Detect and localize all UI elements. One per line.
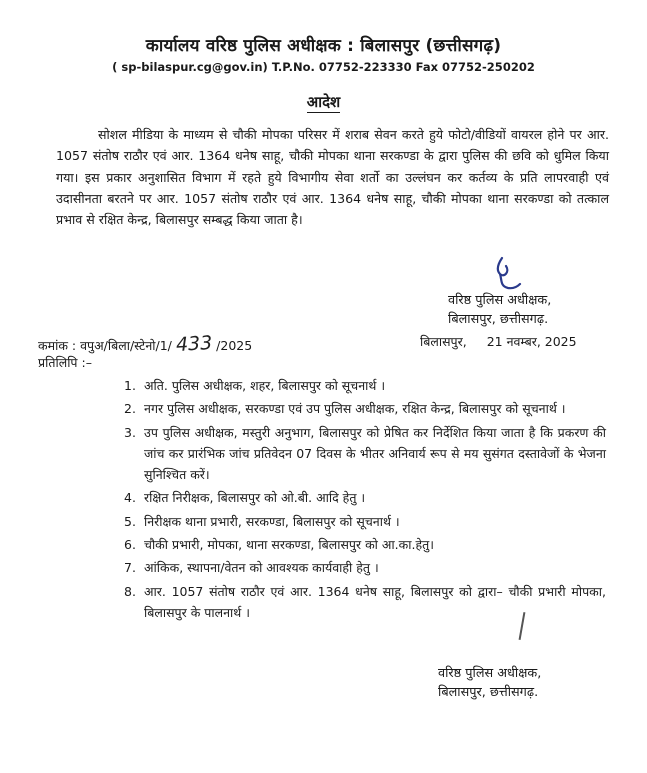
reference-suffix: /2025 — [216, 338, 253, 353]
list-item — [124, 511, 606, 532]
list-item-number: 5. — [124, 513, 136, 529]
reference-number — [38, 333, 252, 355]
list-item-text: अति. पुलिस अधीक्षक, शहर, बिलासपुर को सूचनार्थ । — [144, 378, 386, 393]
list-item — [124, 581, 606, 624]
date-value: 21 नवम्बर, 2025 — [486, 334, 577, 349]
list-item-text: आर. 1057 संतोष राठौर एवं आर. 1364 धनेष साहू, बिलासपुर को द्वारा– चौकी प्रभारी मोपका, बिलासपुर के पालनार्थ । — [144, 583, 606, 620]
date-place: बिलासपुर, — [420, 334, 467, 349]
order-heading — [0, 92, 647, 112]
signatory-block-top — [448, 291, 551, 329]
list-item — [124, 534, 606, 555]
office-title: कार्यालय वरिष्ठ पुलिस अधीक्षक : बिलासपुर (छत्तीसगढ़) — [145, 36, 502, 56]
list-item — [124, 375, 606, 396]
reference-prefix: कमांक : वपुअ/बिला/स्टेनो/1/ — [38, 338, 172, 353]
copy-to-list — [124, 375, 606, 625]
list-item-text: उप पुलिस अधीक्षक, मस्तुरी अनुभाग, बिलासपुर को प्रेषित कर निर्देशित किया जाता है कि प्रकरण की जांच कर प्रारंभिक जांच प्रतिवेदन 07 दिवस के भीतर अनिवार्य रूप से मय सुसंगत दस्तावेजों के भेजना सुनिश्चित करें। — [144, 424, 606, 483]
list-item-text: आंकिक, स्थापना/वेतन को आवश्यक कार्यवाही हेतु । — [144, 560, 379, 576]
office-contact: ( sp-bilaspur.cg@gov.in) T.P.No. 07752-223330 Fax 07752-250202 — [112, 60, 535, 74]
signatory-designation: वरिष्ठ पुलिस अधीक्षक, — [448, 293, 552, 308]
list-item-number: 2. — [124, 401, 136, 417]
date-line — [420, 333, 577, 350]
list-item — [124, 422, 606, 486]
order-body — [56, 124, 609, 230]
signature-mark-top — [488, 254, 528, 294]
list-item-number: 1. — [124, 378, 136, 393]
list-item-text: रक्षित निरीक्षक, बिलासपुर को ओ.बी. आदि हेतु । — [144, 490, 366, 506]
list-item-text: नगर पुलिस अधीक्षक, सरकण्डा एवं उप पुलिस अधीक्षक, रक्षित केन्द्र, बिलासपुर को सूचनार्थ । — [144, 401, 566, 417]
list-item-text: चौकी प्रभारी, मोपका, थाना सरकण्डा, बिलासपुर को आ.का.हेतु। — [144, 537, 434, 553]
signatory-location: बिलासपुर, छत्तीसगढ़. — [438, 685, 539, 700]
list-item-number: 7. — [124, 560, 136, 576]
list-item-number: 3. — [124, 424, 136, 440]
list-item — [124, 557, 606, 578]
list-item-text: निरीक्षक थाना प्रभारी, सरकण्डा, बिलासपुर को सूचनार्थ । — [144, 513, 400, 529]
order-heading-text: आदेश — [306, 93, 341, 111]
signatory-designation: वरिष्ठ पुलिस अधीक्षक, — [438, 666, 542, 681]
handwritten-number: 433 — [175, 332, 213, 356]
list-item-number: 4. — [124, 490, 136, 506]
copy-to-label: प्रतिलिपि :– — [38, 355, 92, 370]
signatory-block-bottom — [438, 664, 541, 702]
list-item — [124, 487, 606, 508]
list-item-number: 8. — [124, 583, 136, 599]
list-item-number: 6. — [124, 537, 136, 553]
order-body-text: सोशल मीडिया के माध्यम से चौकी मोपका परिसर में शराब सेवन करते हुये फोटो/वीडियों वायरल होने पर आर. 1057 संतोष राठौर एवं आर. 1364 धनेष साहू, चौकी मोपका थाना सरकण्डा के द्वारा पुलिस की छवि को धुमिल किया गया। इस प्रकार अनुशासित विभाग में रहते हुये विभागीय सेवा शर्तो का उल्लंघन कर कर्तव्य के प्रति लापरवाही एवं उदासीनता बरतने पर आर. 1057 संतोष राठौर एवं आर. 1364 धनेष साहू, चौकी मोपका थाना सरकण्डा को तत्काल प्रभाव से रक्षित केन्द्र, बिलासपुर सम्बद्ध किया जाता है। — [56, 127, 609, 228]
signatory-location: बिलासपुर, छत्तीसगढ़. — [448, 312, 549, 327]
list-item — [124, 398, 606, 419]
